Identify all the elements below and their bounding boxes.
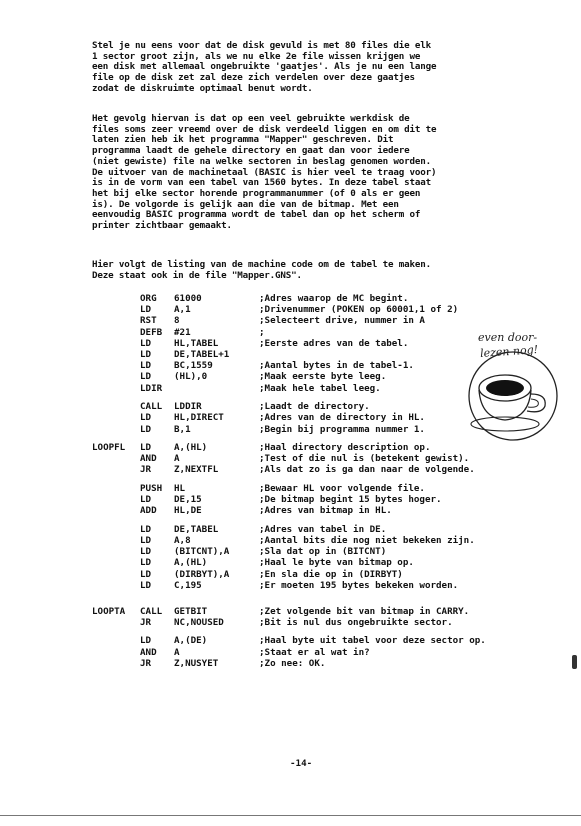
bottom-scan-line — [0, 815, 581, 816]
scan-edge-mark — [572, 655, 577, 669]
code-comment: ;Adres van de directory in HL. — [259, 412, 425, 424]
code-opcode: PUSH — [140, 482, 163, 494]
code-comment: ;Staat er al wat in? — [259, 646, 370, 658]
code-comment: ;Drivenummer (POKEN op 60001,1 of 2) — [259, 304, 459, 316]
code-comment: ;Begin bij programma nummer 1. — [259, 423, 425, 435]
code-opcode: LD — [140, 494, 152, 506]
code-comment: ;Bewaar HL voor volgende file. — [259, 482, 425, 494]
code-opcode: LD — [140, 546, 152, 558]
code-comment: ;Aantal bytes in de tabel-1. — [259, 360, 414, 372]
code-operand: A — [174, 646, 180, 658]
code-operand: (HL),0 — [174, 371, 208, 383]
code-operand: 8 — [174, 315, 180, 327]
code-label: LOOPFL — [92, 442, 126, 453]
code-operand: 61000 — [174, 293, 202, 304]
code-comment: ;Adres waarop de MC begint. — [259, 293, 409, 304]
code-operand: HL,DE — [174, 505, 202, 517]
code-opcode: RST — [140, 315, 157, 327]
code-opcode: JR — [140, 616, 152, 628]
code-operand: C,195 — [174, 579, 202, 591]
page-number: -14- — [290, 758, 313, 769]
code-operand: GETBIT — [174, 605, 208, 617]
code-operand: B,1 — [174, 423, 191, 435]
code-label: LOOPTA — [92, 605, 126, 617]
code-opcode: LD — [140, 442, 152, 453]
code-comment: ;Adres van bitmap in HL. — [259, 505, 392, 517]
code-opcode: LD — [140, 371, 152, 383]
code-comment: ;Zo nee: OK. — [259, 657, 326, 669]
code-operand: (DIRBYT),A — [174, 568, 230, 580]
code-operand: Z,NUSYET — [174, 657, 219, 669]
code-opcode: JR — [140, 657, 152, 669]
code-operand: A,(DE) — [174, 635, 208, 647]
code-comment: ;Adres van tabel in DE. — [259, 523, 387, 535]
code-opcode: DEFB — [140, 326, 163, 338]
code-operand: A,8 — [174, 535, 191, 546]
code-opcode: LDIR — [140, 382, 163, 394]
code-comment: ;Zet volgende bit van bitmap in CARRY. — [259, 605, 470, 617]
code-opcode: LD — [140, 635, 152, 647]
code-operand: NC,NOUSED — [174, 616, 224, 628]
code-opcode: ORG — [140, 293, 157, 304]
code-operand: Z,NEXTFL — [174, 464, 219, 476]
code-opcode: LD — [140, 337, 152, 349]
paragraph-mapper: Het gevolg hiervan is dat op een veel gebruikte werkdisk de files soms zeer vreemd over de disk verdeeld liggen en om dit te laten zien heb ik het programma "Mapper" geschreven. Dit programma laadt de gehele directory en gaat dan voor iedere (niet gewiste) file na welke sectoren in beslag genomen worden. De uitvoer van de machinetaal (BASIC is hier veel te traag voor) is in de vorm van een tabel van 1560 bytes. In deze tabel staat het bij elke sector horende programmanummer (of 0 als er geen is). De volgorde is gelijk aan die van de bitmap. Met een eenvoudig BASIC programma wordt de tabel dan op het scherm of printer zichtbaar gemaakt. — [92, 113, 437, 232]
code-opcode: JR — [140, 464, 152, 476]
code-operand: A,(HL) — [174, 442, 208, 453]
code-comment: ;Eerste adres van de tabel. — [259, 337, 409, 349]
code-operand: DE,TABEL+1 — [174, 349, 230, 360]
code-operand: HL — [174, 482, 186, 494]
code-opcode: LD — [140, 349, 152, 360]
paragraph-intro: Stel je nu eens voor dat de disk gevuld is met 80 files die elk 1 sector groot zijn, als we nu elke 2e file wissen krijgen we een disk met allemaal ongebruikte 'gaatjes'. Als je nu een lange file op de disk zet zal deze zich verdelen over deze gaatjes zodat de diskruimte optimaal benut wordt. — [92, 40, 437, 94]
code-comment: ;Maak eerste byte leeg. — [259, 371, 387, 383]
code-operand: DE,15 — [174, 494, 202, 506]
code-comment: ;Maak hele tabel leeg. — [259, 382, 381, 394]
code-comment: ;Bit is nul dus ongebruikte sector. — [259, 616, 453, 628]
coffee-cup-drawing — [465, 348, 565, 448]
paragraph-listing: Hier volgt de listing van de machine code om de tabel te maken. Deze staat ook in de file "Mapper.GNS". — [92, 259, 432, 281]
code-opcode: LD — [140, 557, 152, 569]
code-opcode: LD — [140, 423, 152, 435]
code-opcode: AND — [140, 453, 157, 465]
code-operand: BC,1559 — [174, 360, 213, 372]
code-opcode: LD — [140, 412, 152, 424]
code-operand: HL,TABEL — [174, 337, 219, 349]
code-comment: ; — [259, 326, 265, 338]
code-operand: A,(HL) — [174, 557, 208, 569]
code-comment: ;Haal byte uit tabel voor deze sector op. — [259, 635, 486, 647]
code-operand: LDDIR — [174, 401, 202, 413]
code-comment: ;Er moeten 195 bytes bekeken worden. — [259, 579, 459, 591]
code-comment: ;Als dat zo is ga dan naar de volgende. — [259, 464, 475, 476]
code-comment: ;Haal directory description op. — [259, 442, 431, 453]
code-opcode: LD — [140, 535, 152, 546]
code-comment: ;En sla die op in (DIRBYT) — [259, 568, 403, 580]
code-comment: ;Selecteert drive, nummer in A — [259, 315, 425, 327]
code-operand: #21 — [174, 326, 191, 338]
handwritten-note-line-2: lezen nog! — [479, 342, 539, 361]
code-opcode: ADD — [140, 505, 157, 517]
code-opcode: LD — [140, 579, 152, 591]
code-opcode: CALL — [140, 605, 163, 617]
code-comment: ;Haal le byte van bitmap op. — [259, 557, 414, 569]
code-opcode: AND — [140, 646, 157, 658]
code-operand: (BITCNT),A — [174, 546, 230, 558]
code-operand: HL,DIRECT — [174, 412, 224, 424]
code-comment: ;De bitmap begint 15 bytes hoger. — [259, 494, 442, 506]
handwritten-note-line-1: even door- — [478, 331, 538, 344]
code-comment: ;Laadt de directory. — [259, 401, 370, 413]
code-opcode: CALL — [140, 401, 163, 413]
code-operand: A — [174, 453, 180, 465]
code-comment: ;Aantal bits die nog niet bekeken zijn. — [259, 535, 475, 546]
code-opcode: LD — [140, 360, 152, 372]
code-comment: ;Sla dat op in (BITCNT) — [259, 546, 387, 558]
code-opcode: LD — [140, 304, 152, 316]
code-operand: A,1 — [174, 304, 191, 316]
code-opcode: LD — [140, 523, 152, 535]
code-operand: DE,TABEL — [174, 523, 219, 535]
code-comment: ;Test of die nul is (betekent gewist). — [259, 453, 470, 465]
code-opcode: LD — [140, 568, 152, 580]
